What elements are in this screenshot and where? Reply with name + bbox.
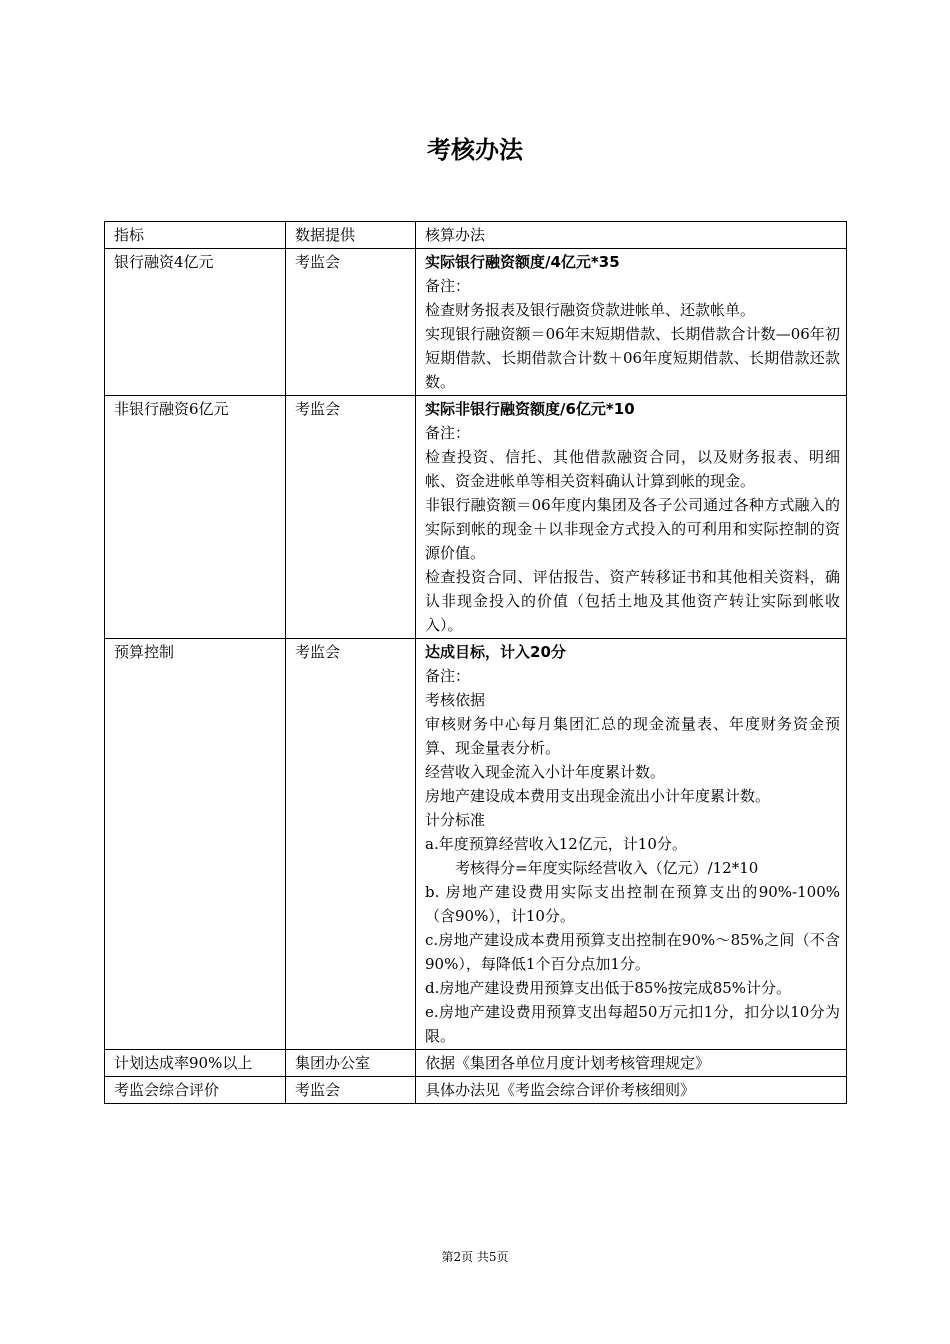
row-method: 依据《集团各单位月度计划考核管理规定》 [416, 1050, 847, 1077]
table-row [105, 639, 847, 1050]
row-provider: 考监会 [286, 396, 416, 639]
method-line: 检查财务报表及银行融资贷款进帐单、还款帐单。 [425, 301, 756, 319]
row-indicator: 计划达成率90%以上 [105, 1050, 286, 1077]
row-provider: 考监会 [286, 249, 416, 396]
table-row [105, 1077, 847, 1104]
method-formula: 达成目标，计入20分 [425, 643, 566, 661]
method-line: e.房地产建设费用预算支出每超50万元扣1分，扣分以10分为限。 [425, 1003, 840, 1045]
method-formula: 实际银行融资额度/4亿元*35 [425, 253, 620, 271]
row-indicator: 考监会综合评价 [105, 1077, 286, 1104]
method-line: 经营收入现金流入小计年度累计数。 [425, 763, 666, 781]
method-line: a.年度预算经营收入12亿元，计10分。 [425, 835, 687, 853]
table-row [105, 1050, 847, 1077]
method-line: c.房地产建设成本费用预算支出控制在90%～85%之间（不含90%），每降低1个百分点加1分。 [425, 931, 840, 973]
row-indicator: 预算控制 [105, 639, 286, 1050]
row-method [416, 639, 847, 1050]
header-indicator: 指标 [105, 222, 286, 249]
row-method [416, 249, 847, 396]
method-line: 检查投资合同、评估报告、资产转移证书和其他相关资料，确认非现金投入的价值（包括土地及其他资产转让实际到帐收入）。 [425, 568, 840, 634]
table-row [105, 249, 847, 396]
row-method [416, 396, 847, 639]
method-line: 考核依据 [425, 691, 486, 709]
row-provider: 考监会 [286, 639, 416, 1050]
row-provider: 集团办公室 [286, 1050, 416, 1077]
row-indicator: 银行融资4亿元 [105, 249, 286, 396]
table-row [105, 396, 847, 639]
row-method: 具体办法见《考监会综合评价考核细则》 [416, 1077, 847, 1104]
table-header-row [105, 222, 847, 249]
method-line: 备注： [425, 424, 471, 442]
header-provider: 数据提供 [286, 222, 416, 249]
row-provider: 考监会 [286, 1077, 416, 1104]
method-line: 考核得分=年度实际经营收入（亿元）/12*10 [455, 859, 759, 877]
assessment-table [104, 221, 847, 1104]
method-line: 备注： [425, 277, 471, 295]
method-line: b. 房地产建设费用实际支出控制在预算支出的90%-100%（含90%），计10分。 [425, 883, 840, 925]
method-line: 审核财务中心每月集团汇总的现金流量表、年度财务资金预算、现金量表分析。 [425, 715, 840, 757]
method-line: 计分标准 [425, 811, 486, 829]
method-line: d.房地产建设费用预算支出低于85%按完成85%计分。 [425, 979, 792, 997]
method-line: 备注： [425, 667, 471, 685]
header-method: 核算办法 [416, 222, 847, 249]
page-title: 考核办法 [427, 136, 523, 164]
method-line: 检查投资、信托、其他借款融资合同，以及财务报表、明细帐、资金进帐单等相关资料确认计算到帐的现金。 [425, 448, 840, 490]
method-formula: 实际非银行融资额度/6亿元*10 [425, 400, 635, 418]
method-line: 房地产建设成本费用支出现金流出小计年度累计数。 [425, 787, 771, 805]
page-number: 第2页 共5页 [441, 1250, 509, 1264]
method-line: 实现银行融资额＝06年末短期借款、长期借款合计数—06年初短期借款、长期借款合计数＋06年度短期借款、长期借款还款数。 [425, 325, 840, 391]
row-indicator: 非银行融资6亿元 [105, 396, 286, 639]
method-line: 非银行融资额＝06年度内集团及各子公司通过各种方式融入的实际到帐的现金＋以非现金方式投入的可利用和实际控制的资源价值。 [425, 496, 840, 562]
